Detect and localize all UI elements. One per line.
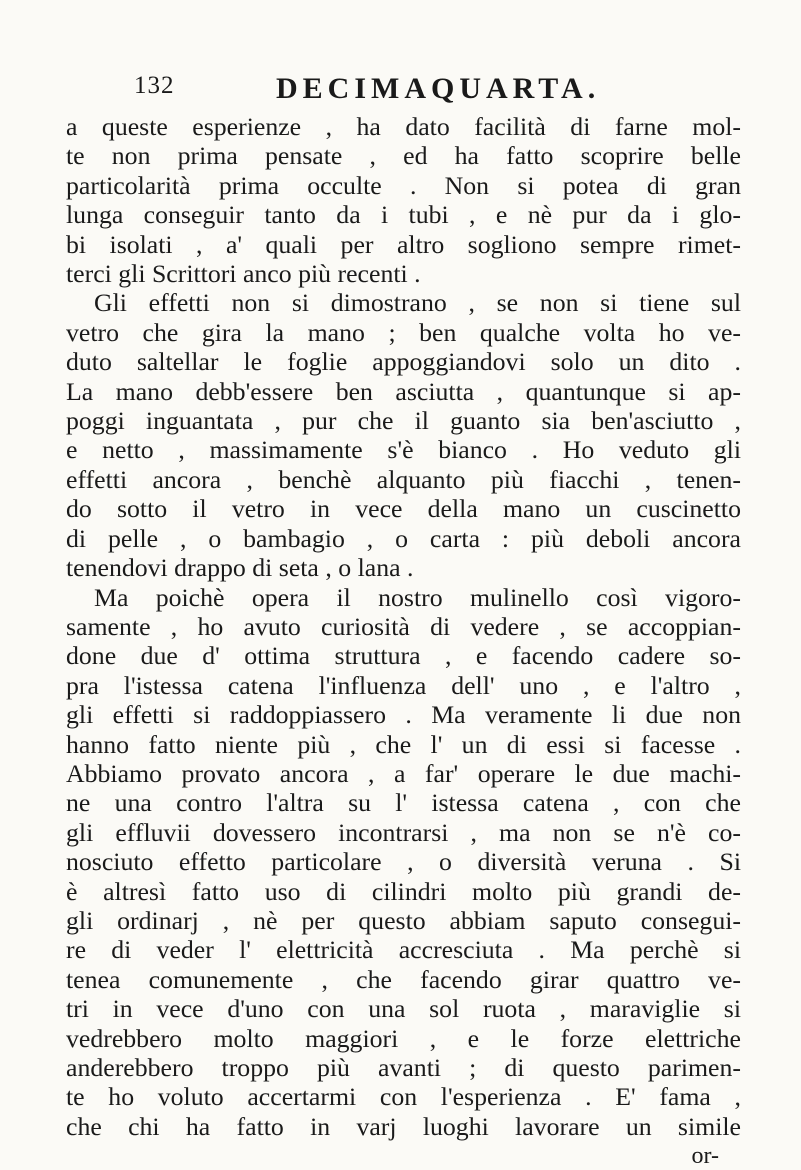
text-line: Ma poichè opera il nostro mulinello così vigoro-	[94, 582, 741, 612]
text-line: te non prima pensate , ed ha fatto scoprire belle	[66, 141, 741, 171]
text-line: tri in vece d'uno con una sol ruota , maraviglie si	[66, 994, 741, 1024]
text-line: vetro che gira la mano ; ben qualche volta ho ve-	[66, 317, 741, 347]
text-line: re di veder l' elettricità accresciuta . Ma perchè si	[66, 935, 741, 965]
text-line: effetti ancora , benchè alquanto più fiacchi , tenen-	[66, 464, 741, 494]
text-line: nosciuto effetto particolare , o diversità veruna . Si	[66, 847, 741, 877]
text-line: gli effetti si raddoppiassero . Ma veramente li due non	[66, 700, 741, 730]
text-line: hanno fatto niente più , che l' un di essi si facesse .	[66, 729, 741, 759]
text-line: è altresì fatto uso di cilindri molto più grandi de-	[66, 876, 741, 906]
text-line: te ho voluto accertarmi con l'esperienza . E' fama ,	[66, 1082, 741, 1112]
text-line: poggi inguantata , pur che il guanto sia ben'asciutto ,	[66, 406, 741, 436]
section-title: DECIMAQUARTA.	[276, 72, 601, 105]
page-number: 132	[134, 72, 175, 99]
text-line: Gli effetti non si dimostrano , se non si tiene sul	[94, 288, 741, 318]
running-head	[66, 72, 741, 112]
body-text	[66, 112, 741, 1141]
text-line: done due d' ottima struttura , e facendo cadere so-	[66, 641, 741, 671]
text-line: lunga conseguir tanto da i tubi , e nè pur da i glo-	[66, 200, 741, 230]
text-line: vedrebbero molto maggiori , e le forze elettriche	[66, 1023, 741, 1053]
text-line: particolarità prima occulte . Non si potea di gran	[66, 170, 741, 200]
text-line: di pelle , o bambagio , o carta : più deboli ancora	[66, 523, 741, 553]
text-line: tenea comunemente , che facendo girar quattro ve-	[66, 964, 741, 994]
text-line: a queste esperienze , ha dato facilità di farne mol-	[66, 112, 741, 141]
text-line: pra l'istessa catena l'influenza dell' uno , e l'altro ,	[66, 670, 741, 700]
text-line: gli ordinarj , nè per questo abbiam saputo consegui-	[66, 905, 741, 935]
text-line: che chi ha fatto in varj luoghi lavorare un simile	[66, 1111, 741, 1141]
text-line: samente , ho avuto curiosità di vedere , se accoppian-	[66, 611, 741, 641]
text-line: tenendovi drappo di seta , o lana .	[66, 553, 414, 583]
text-line: gli effluvii dovessero incontrarsi , ma non se n'è co-	[66, 817, 741, 847]
catchword: or-	[691, 1143, 719, 1170]
text-line: terci gli Scrittori anco più recenti .	[66, 259, 421, 289]
text-line: duto saltellar le foglie appoggiandovi solo un dito .	[66, 347, 741, 377]
text-line: Abbiamo provato ancora , a far' operare le due machi-	[66, 758, 741, 788]
text-line: e netto , massimamente s'è bianco . Ho veduto gli	[66, 435, 741, 465]
text-line: bi isolati , a' quali per altro sogliono sempre rimet-	[66, 229, 741, 259]
text-line: do sotto il vetro in vece della mano un cuscinetto	[66, 494, 741, 524]
text-line: anderebbero troppo più avanti ; di questo parimen-	[66, 1053, 741, 1082]
text-line: La mano debb'essere ben asciutta , quantunque si ap-	[66, 376, 741, 406]
text-line: ne una contro l'altra su l' istessa catena , con che	[66, 788, 741, 818]
